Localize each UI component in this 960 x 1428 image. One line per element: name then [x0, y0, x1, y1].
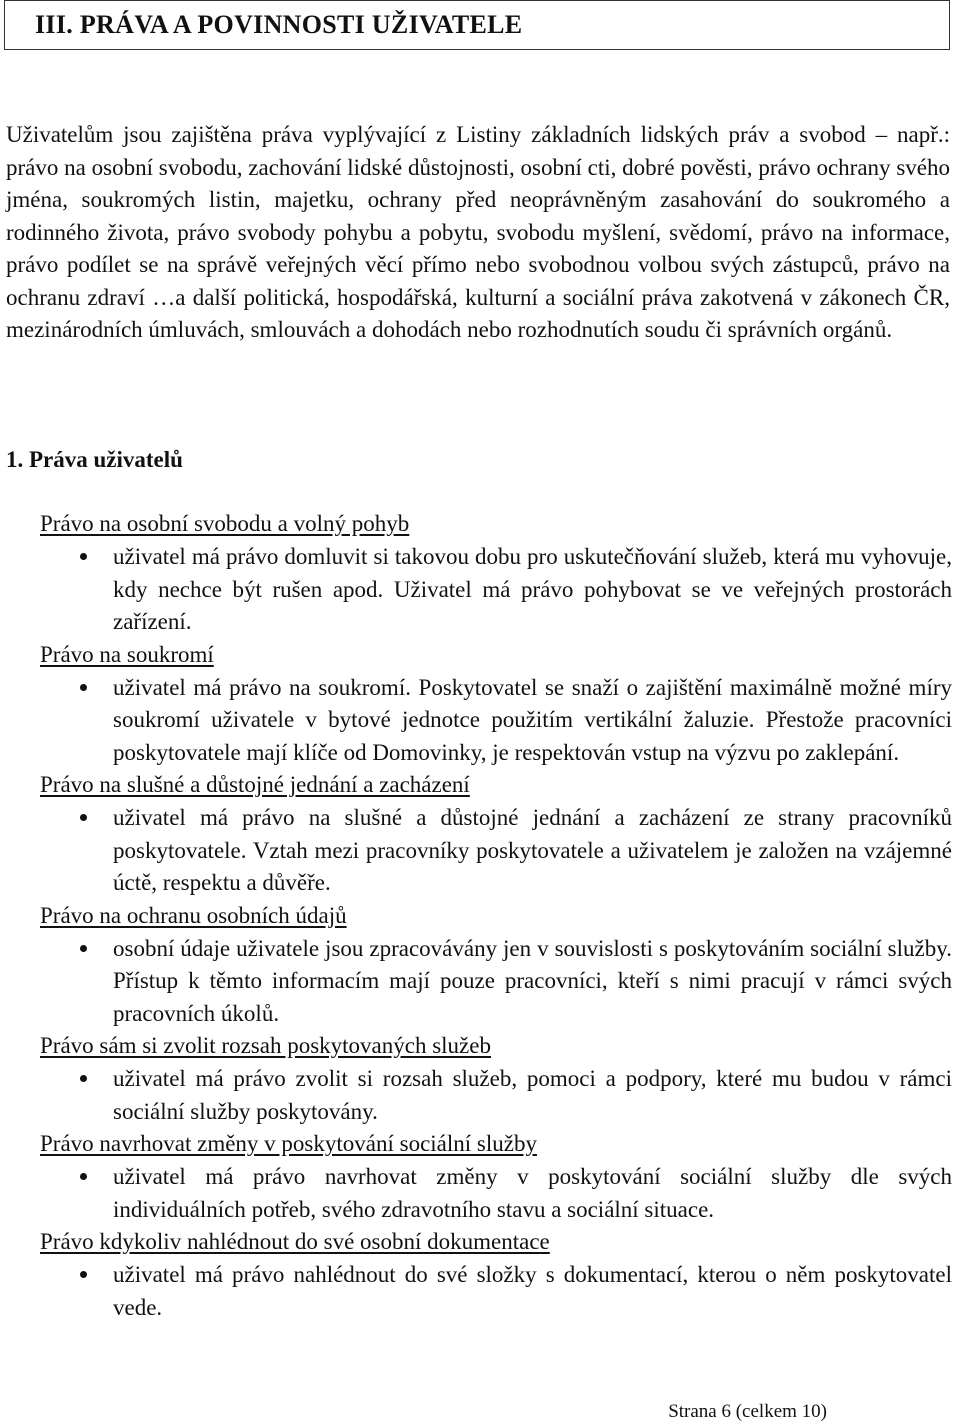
right-title: Právo na slušné a důstojné jednání a zacházení: [40, 772, 470, 797]
right-title: Právo na ochranu osobních údajů: [40, 902, 347, 928]
right-block: [40, 1030, 952, 1128]
intro-paragraph: Uživatelům jsou zajištěna práva vyplývající z Listiny základních lidských práv a svobod – např.: právo na osobní svobodu, zachování lidské důstojnosti, osobní cti, dobré pověsti, právo ochrany svého jména, soukromých listin, majetku, ochrany před neoprávněným zasahování do soukromého a rodinného života, právo svobody pohybu a pobytu, svobodu myšlení, svědomí, právo na informace, právo podílet se na správě veřejných věcí přímo nebo svobodnou volbou svých zástupců, právo na ochranu zdraví …a další politická, hospodářská, kulturní a sociální práva zakotvená v zákonech ČR, mezinárodních úmluvách, smlouvách a dohodách nebo rozhodnutích soudu či správních orgánů.: [6, 122, 950, 342]
right-description: [40, 541, 952, 639]
bullet-icon: [80, 1075, 87, 1082]
right-description: [40, 672, 952, 770]
right-title: Právo navrhovat změny v poskytování sociální služby: [40, 1131, 537, 1156]
right-text: uživatel má právo zvolit si rozsah služeb, pomoci a podpory, které mu budou v rámci sociální služby poskytovány.: [113, 1066, 952, 1124]
right-bullet-list: [40, 672, 952, 770]
bullet-icon: [80, 553, 87, 560]
section-title: III. PRÁVA A POVINNOSTI UŽIVATELE: [4, 0, 950, 50]
right-bullet-list: [40, 1161, 952, 1226]
right-text: uživatel má právo domluvit si takovou dobu pro uskutečňování služeb, která mu vyhovuje, kdy nechce být rušen apod. Uživatel má právo pohybovat se ve veřejných prostorách zařízení.: [113, 544, 952, 634]
right-bullet-list: [40, 802, 952, 900]
rights-list: [40, 508, 952, 1324]
right-text: uživatel má právo nahlédnout do své složky s dokumentací, kterou o něm poskytovatel vede.: [113, 1262, 952, 1320]
bullet-icon: [80, 684, 87, 691]
right-bullet-list: [40, 541, 952, 639]
right-block: [40, 639, 952, 770]
right-text: uživatel má právo navrhovat změny v poskytování sociální služby dle svých individuálních potřeb, svého zdravotního stavu a sociální situace.: [113, 1164, 952, 1222]
right-bullet-list: [40, 933, 952, 1031]
right-title: Právo sám si zvolit rozsah poskytovaných služeb: [40, 1033, 491, 1058]
right-description: [40, 802, 952, 900]
bullet-icon: [80, 814, 87, 821]
right-title: Právo na soukromí: [40, 641, 214, 667]
right-block: [40, 769, 952, 900]
rights-heading: 1. Práva uživatelů: [6, 447, 183, 472]
right-bullet-list: [40, 1063, 952, 1128]
right-description: [40, 1161, 952, 1226]
right-title: Právo na osobní svobodu a volný pohyb: [40, 511, 410, 536]
right-bullet-list: [40, 1259, 952, 1324]
right-description: [40, 933, 952, 1031]
right-text: uživatel má právo na soukromí. Poskytovatel se snaží o zajištění maximálně možné míry soukromí uživatele v bytové jednotce použitím vertikální žaluzie. Přestože pracovníci poskytovatele mají klíče od Domovinky, je respektován vstup na výzvu po zaklepání.: [113, 674, 952, 765]
right-block: [40, 1128, 952, 1226]
bullet-icon: [80, 1271, 87, 1278]
right-text: uživatel má právo na slušné a důstojné jednání a zacházení ze strany pracovníků poskytovatele. Vztah mezi pracovníky poskytovatele a uživatelem je založen na vzájemné úctě, respektu a důvěře.: [113, 805, 952, 895]
right-block: [40, 508, 952, 639]
right-description: [40, 1063, 952, 1128]
right-block: [40, 1226, 952, 1324]
bullet-icon: [80, 945, 87, 952]
right-description: [40, 1259, 952, 1324]
page-number: Strana 6 (celkem 10): [668, 1401, 827, 1422]
right-text: osobní údaje uživatele jsou zpracovávány jen v souvislosti s poskytováním sociální služby. Přístup k těmto informacím mají pouze pracovníci, kteří s nimi pracují v rámci svých pracovních úkolů.: [113, 935, 952, 1026]
bullet-icon: [80, 1173, 87, 1180]
right-block: [40, 900, 952, 1031]
right-title: Právo kdykoliv nahlédnout do své osobní dokumentace: [40, 1229, 550, 1254]
